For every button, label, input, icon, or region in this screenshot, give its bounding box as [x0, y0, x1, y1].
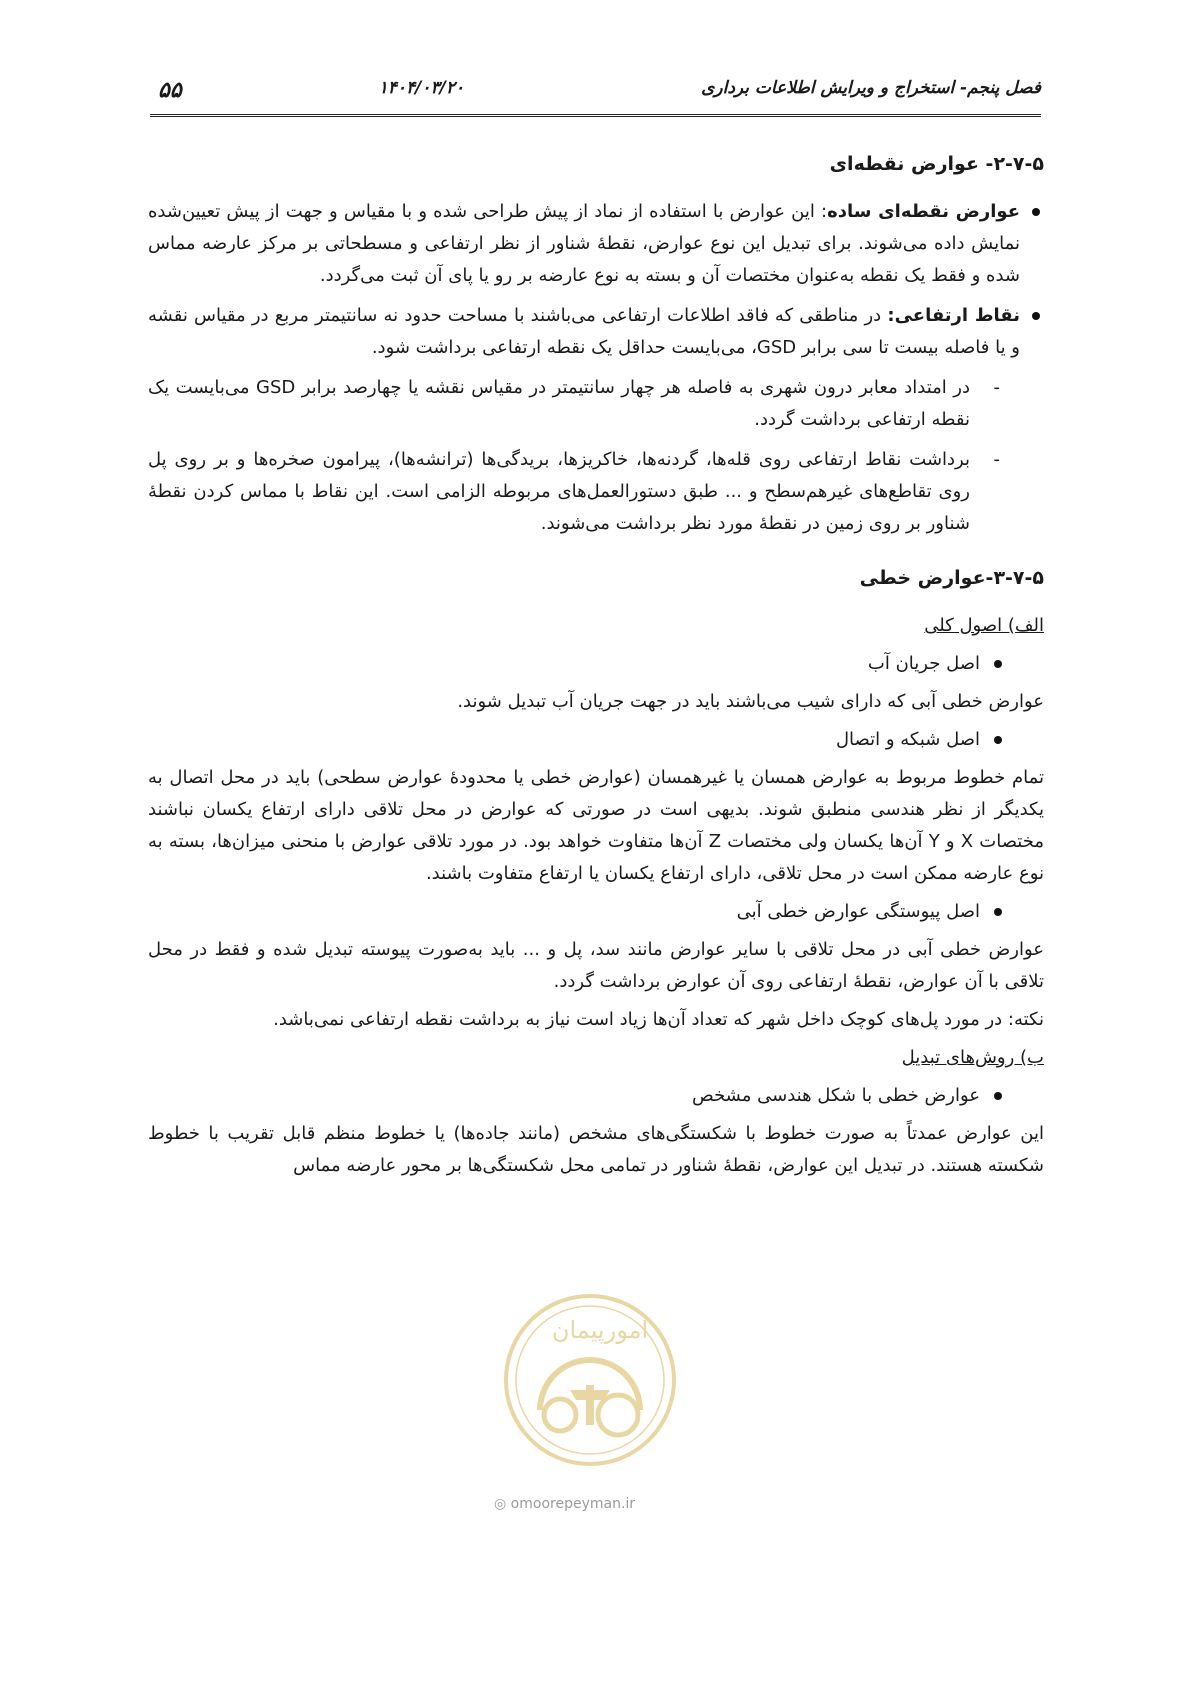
point-features-list: [148, 196, 1044, 364]
watermark-website: ◎ omoorepeyman.ir: [494, 1496, 636, 1512]
method-geometric-shape-text: این عوارض عمدتاً به صورت خطوط با شکستگی‌های مشخص (مانند جاده‌ها) یا خطوط منظم قابل تقریب با خطوط شکسته هستند. در تبدیل این عوارض، نقطهٔ شناور در تمامی محل شکستگی‌ها بر محور عارضه مماس: [148, 1123, 1044, 1176]
page-content: [148, 148, 1044, 1188]
note-small-bridges: نکته: در مورد پل‌های کوچک داخل شهر که تعداد آن‌ها زیاد است نیاز به برداشت نقطه ارتفاعی نمی‌باشد.: [273, 1009, 1044, 1030]
principle-water-flow-text: عوارض خطی آبی که دارای شیب می‌باشند باید در جهت جریان آب تبدیل شوند.: [457, 691, 1044, 712]
header-date: ۱۴۰۴/۰۳/۲۰: [378, 78, 465, 98]
item-text: : این عوارض با استفاده از نماد از پیش طراحی شده و با مقیاس و جهت از پیش تعیین‌شده نمایش داده می‌شوند. برای تبدیل این نوع عوارض، نقطهٔ شناور از نظر ارتفاعی و مسطحاتی بر مرکز عارضه مماس شده و فقط یک نقطه به‌عنوان مختصات آن و بسته به نوع عارضه بر رو یا پای آن ثبت می‌گردد.: [148, 201, 1020, 286]
list-item-simple-point-features: [148, 196, 1044, 292]
list-item-spot-heights: [148, 300, 1044, 364]
dash-item-peaks-passes: - برداشت نقاط ارتفاعی روی قله‌ها، گردنه‌ها، خاکریزها، بریدگی‌ها (ترانشه‌ها)، پیرامون صخره‌ها و بر روی پل روی تقاطع‌های غیرهم‌سطح و ... طبق دستورالعمل‌های مربوطه الزامی است. این نقاط با مماس کردن نقطهٔ شناور بر روی زمین در نقطهٔ مورد نظر برداشت می‌شوند.: [148, 444, 1000, 540]
principle-water-flow-title: اصل جریان آب: [148, 648, 1044, 680]
principle-continuity-text: عوارض خطی آبی در محل تلاقی با سایر عوارض مانند سد، پل و ... باید به‌صورت پیوسته تبدیل شده و فقط در محل تلاقی با آن عوارض، نقطهٔ ارتفاعی روی آن عوارض برداشت گردد.: [148, 939, 1044, 992]
page-header: [150, 78, 1041, 117]
method-geometric-shape-title: عوارض خطی با شکل هندسی مشخص: [148, 1080, 1044, 1112]
section-heading-linear-features: ۳-۷-۵-عوارض خطی: [859, 567, 1044, 589]
subheading-conversion-methods: ب) روش‌های تبدیل: [901, 1047, 1044, 1068]
principle-continuity-title: اصل پیوستگی عوارض خطی آبی: [148, 896, 1044, 928]
principle-network-title: اصل شبکه و اتصال: [148, 724, 1044, 756]
term-spot-heights: نقاط ارتفاعی:: [887, 305, 1020, 326]
watermark-website-text: omoorepeyman.ir: [510, 1496, 636, 1512]
watermark-logo: [500, 1290, 680, 1490]
item-text: در مناطقی که فاقد اطلاعات ارتفاعی می‌باشند با مساحت حدود نه سانتیمتر مربع در مقیاس نقشه و یا فاصله بیست تا سی برابر GSD، می‌بایست حداقل یک نقطه ارتفاعی برداشت شود.: [148, 305, 1020, 358]
spot-height-rules-list: [148, 372, 1044, 540]
principle-network-text: تمام خطوط مربوط به عوارض همسان یا غیرهمسان (عوارض خطی یا محدودهٔ عوارض سطحی) باید در محل اتصال به یکدیگر از نظر هندسی منطبق شوند. بدیهی است در صورتی که عوارض در محل تلاقی دارای ارتفاع یکسان نباشند مختصات X و Y آن‌ها یکسان ولی مختصات Z آن‌ها متفاوت خواهد بود. در مورد تلاقی عوارض با منحنی میزان‌ها، بسته به نوع عارضه ممکن است در محل تلاقی، دارای ارتفاع یکسان یا ارتفاع متفاوت باشند.: [148, 767, 1044, 884]
dash-item-urban-roads: - در امتداد معابر درون شهری به فاصله هر چهار سانتیمتر در مقیاس نقشه یا چهارصد برابر GSD می‌بایست یک نقطه ارتفاعی برداشت گردد.: [148, 372, 1000, 436]
chapter-title: فصل پنجم- استخراج و ویرایش اطلاعات برداری: [701, 78, 1041, 98]
term-simple-point-features: عوارض نقطه‌ای ساده: [827, 201, 1021, 222]
subheading-general-principles: الف) اصول کلی: [924, 615, 1044, 636]
watermark-logo-text: امورپیمان: [551, 1316, 649, 1344]
page-number: ۵۵: [158, 78, 182, 103]
section-heading-point-features: ۲-۷-۵- عوارض نقطه‌ای: [829, 153, 1044, 175]
